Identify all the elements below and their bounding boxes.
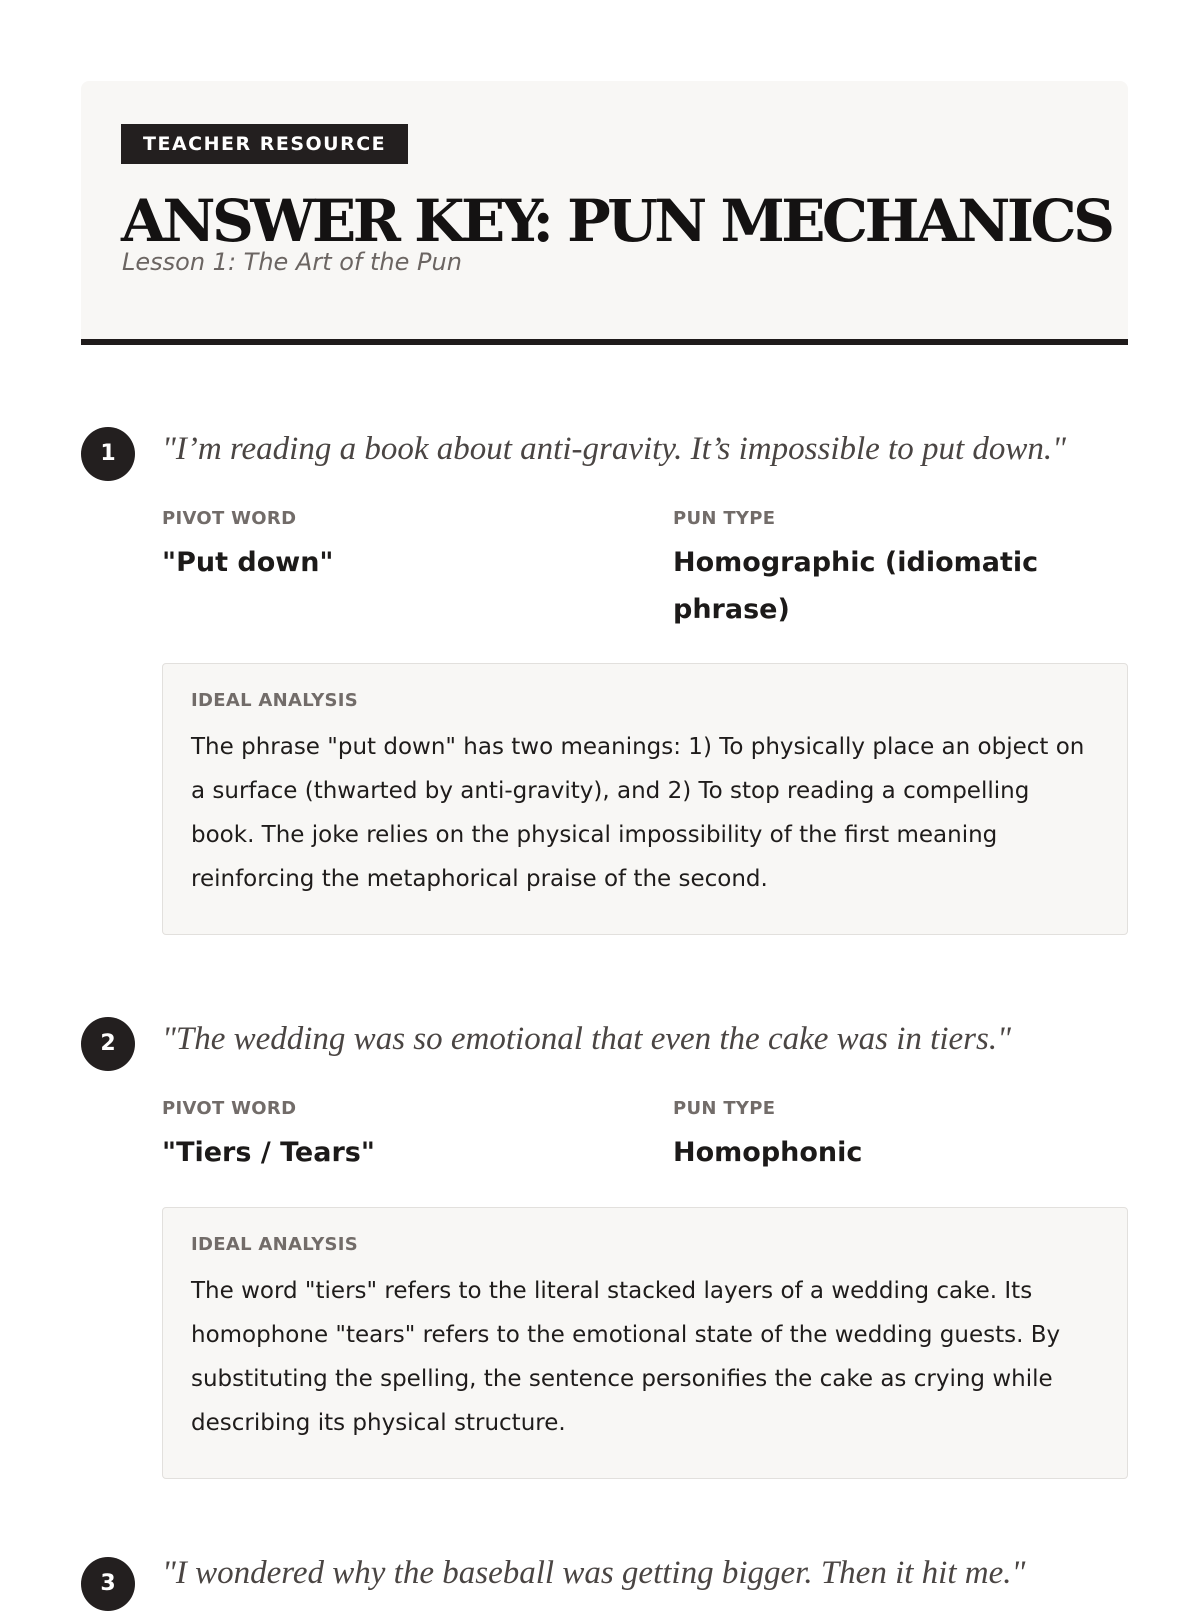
analysis-label: IDEAL ANALYSIS [191, 1234, 359, 1255]
item-number: 2 [81, 1017, 135, 1071]
resource-badge: TEACHER RESOURCE [121, 124, 408, 164]
pun-quote: "I wondered why the baseball was getting bigger. Then it hit me." [162, 1555, 1026, 1591]
pun-quote: "I’m reading a book about anti-gravity. It’s impossible to put down." [162, 431, 1067, 467]
pun-type-label: PUN TYPE [673, 1098, 776, 1119]
item-number: 1 [81, 427, 135, 481]
analysis-box [162, 1207, 1128, 1479]
page-title: ANSWER KEY: PUN MECHANICS [121, 187, 1112, 255]
item-number: 3 [81, 1557, 135, 1611]
pun-type-value: Homophonic [673, 1137, 863, 1168]
pun-type-label: PUN TYPE [673, 508, 776, 529]
analysis-label: IDEAL ANALYSIS [191, 690, 359, 711]
pivot-word-label: PIVOT WORD [162, 1098, 297, 1119]
pun-type-value: Homographic (idiomatic phrase) [673, 547, 1039, 625]
analysis-text: The word "tiers" refers to the literal stacked layers of a wedding cake. Its homophone "tears" refers to the emotional state of the wedding guests. By substituting the spelling, the sentence personifies the cake as crying while describing its physical structure. [191, 1278, 1061, 1436]
pivot-word-value: "Tiers / Tears" [162, 1137, 375, 1168]
analysis-box [162, 663, 1128, 935]
pun-quote: "The wedding was so emotional that even the cake was in tiers." [162, 1021, 1011, 1057]
page-subtitle: Lesson 1: The Art of the Pun [122, 248, 462, 276]
analysis-text: The phrase "put down" has two meanings: 1) To physically place an object on a surface (thwarted by anti-gravity), and 2) To stop reading a compelling book. The joke relies on the physical impossibility of the first meaning reinforcing the metaphorical praise of the second. [191, 734, 1085, 892]
pivot-word-label: PIVOT WORD [162, 508, 297, 529]
page-header [81, 81, 1128, 345]
pivot-word-value: "Put down" [162, 547, 334, 578]
